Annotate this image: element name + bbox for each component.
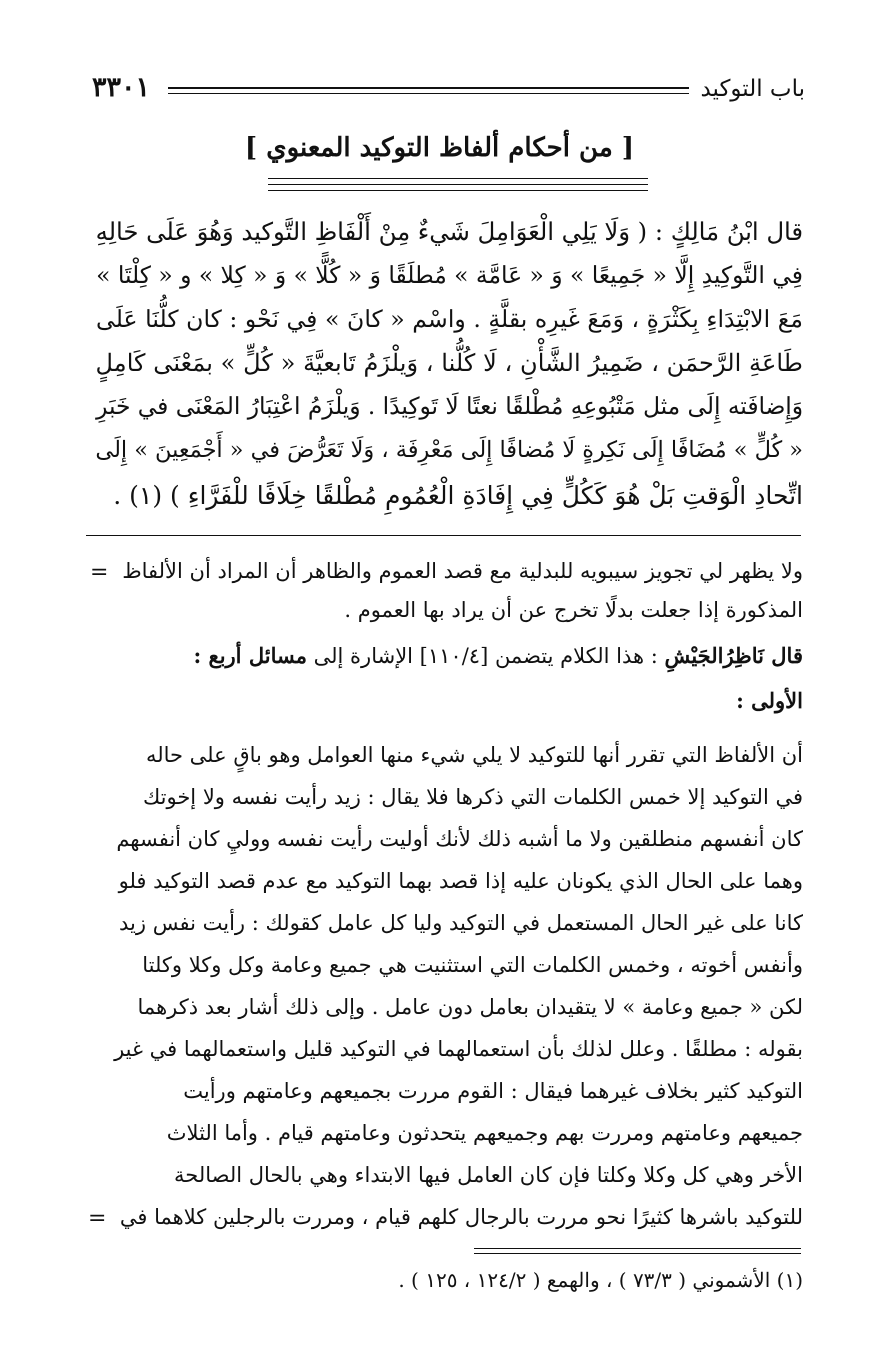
continuation-marker: = <box>90 560 109 585</box>
body-line: في التوكيد إلا خمس الكلمات التي ذكرها فلا يقال : زيد رأيت نفسه ولا إخوتك <box>142 785 803 809</box>
body-line: جميعهم وعامتهم ومررت بهم وجميعهم يتحدثون وعامتهم قيام . وأما الثلاث <box>166 1121 803 1145</box>
matn-line: « كُلٍّ » مُضَافًا إِلَى نَكِرةٍ لَا مُضافًا إِلَى مَعْرِفَة ، وَلَا تَعَرُّضَ في « أَجْمَعِينَ » إِلَى <box>95 437 803 463</box>
continues-marker: = <box>88 1206 107 1231</box>
body-line: كانا على غير الحال المستعمل في التوكيد وليا كل عامل كقولك : رأيت نفس زيد <box>119 911 803 935</box>
first-issue-heading: الأولى : <box>736 688 803 713</box>
section-title: [ من أحكام ألفاظ التوكيد المعنوي ] <box>244 133 635 163</box>
title-rule-2 <box>268 184 648 185</box>
body-line: كان أنفسهم منطلقين ولا ما أشبه ذلك لأنك أوليت رأيت نفسه ووليِ كان أنفسهم <box>116 827 803 851</box>
matn-line: مَعَ الابْتِدَاءِ بِكَثْرَةٍ ، وَمَعَ غَيرِه بقلَّةٍ . واسْم « كانَ » فِي نَحْو : كان كلُّنَا عَلَى <box>96 305 803 333</box>
continuation-line: المذكورة إذا جعلت بدلًا تخرج عن أن يراد بها العموم . <box>344 598 803 622</box>
footnote: (١) الأشموني ( ٧٣/٣ ) ، والهمع ( ١٢٤/٢ ، ١٢٥ ) . <box>398 1268 803 1292</box>
body-line: وأنفس أخوته ، وخمس الكلمات التي استثنيت هي جميع وعامة وكل وكلا وكلتا <box>142 953 803 977</box>
body-line: للتوكيد باشرها كثيرًا نحو مررت بالرجال كلهم قيام ، ومررت بالرجلين كلاهما في <box>119 1205 803 1229</box>
title-rule-3 <box>268 190 648 191</box>
sharh-intro <box>88 643 803 668</box>
title-rule-1 <box>268 178 648 179</box>
matn-line: فِي التَّوكِيدِ إِلَّا « جَمِيعًا » وَ « عَامَّة » مُطلَقًا وَ « كُلًّا » وَ « كِلا » و « كِلْتَا » <box>96 261 803 289</box>
page-number: ٣٣٠١ <box>92 72 151 103</box>
matn-line: وَإِضافَته إِلَى مثل مَتْبُوعِهِ مُطْلقًا نعتًا لَا تَوكِيدًا . وَيلْزَمُ اعْتِبَارُ المَعْنَى في خَبَرِ <box>96 393 803 420</box>
sharh-intro-text: : هذا الكلام يتضمن [١١٠/٤] الإشارة إلى <box>306 644 665 668</box>
footnote-rule-1 <box>474 1248 801 1249</box>
body-line: التوكيد كثير بخلاف غيرهما فيقال : القوم مررت بجميعهم وعامتهم ورأيت <box>183 1079 803 1103</box>
body-line: بقوله : مطلقًا . وعلل لذلك بأن استعمالهما في التوكيد قليل واستعمالهما في غير <box>114 1037 803 1061</box>
footnote-separator <box>86 535 801 536</box>
footnote-rule-2 <box>474 1253 801 1254</box>
body-line: الأخر وهي كل وكلا وكلتا فإن كان العامل فيها الابتداء وهي بالحال الصالحة <box>174 1163 803 1187</box>
body-line: وهما على الحال الذي يكونان عليه إذا قصد بهما التوكيد مع عدم قصد التوكيد فلو <box>118 869 803 893</box>
matn-line: اتِّحادِ الْوَقتِ بَلْ هُوَ كَكُلٍّ فِي إِفَادَةِ الْعُمُومِ مُطْلقًا خِلَافًا للْفَرَّاءِ ) (١) . <box>113 481 803 510</box>
matn-line: قال ابْنُ مَالِكٍ : ( وَلَا يَلِي الْعَوَامِلَ شَيءٌ مِنْ أَلْفَاظِ التَّوكيد وَهُوَ عَلَى حَالِهِ <box>95 217 803 246</box>
body-line: أن الألفاظ التي تقرر أنها للتوكيد لا يلي شيء منها العوامل وهو باقٍ على حاله <box>145 743 803 767</box>
chapter-title: باب التوكيد <box>700 76 805 102</box>
sharh-intro-bold: مسائل أربع : <box>193 643 307 668</box>
continuation-line: ولا يظهر لي تجويز سيبويه للبدلية مع قصد العموم والظاهر أن المراد أن الألفاظ <box>122 559 803 583</box>
header-rule <box>168 87 689 94</box>
body-line: لكن « جميع وعامة » لا يتقيدان بعامل دون عامل . وإلى ذلك أشار بعد ذكرهما <box>137 995 803 1019</box>
commentator-name: قال نَاظِرُالجَيْشِ <box>664 643 803 668</box>
matn-line: طَاعَةِ الرَّحمَن ، ضَمِيرُ الشَّأْنِ ، لَا كُلُّنا ، وَيلْزَمُ تَابعيَّةَ « كُلٍّ » بمَعْنَى كَامِلٍ <box>95 349 803 377</box>
